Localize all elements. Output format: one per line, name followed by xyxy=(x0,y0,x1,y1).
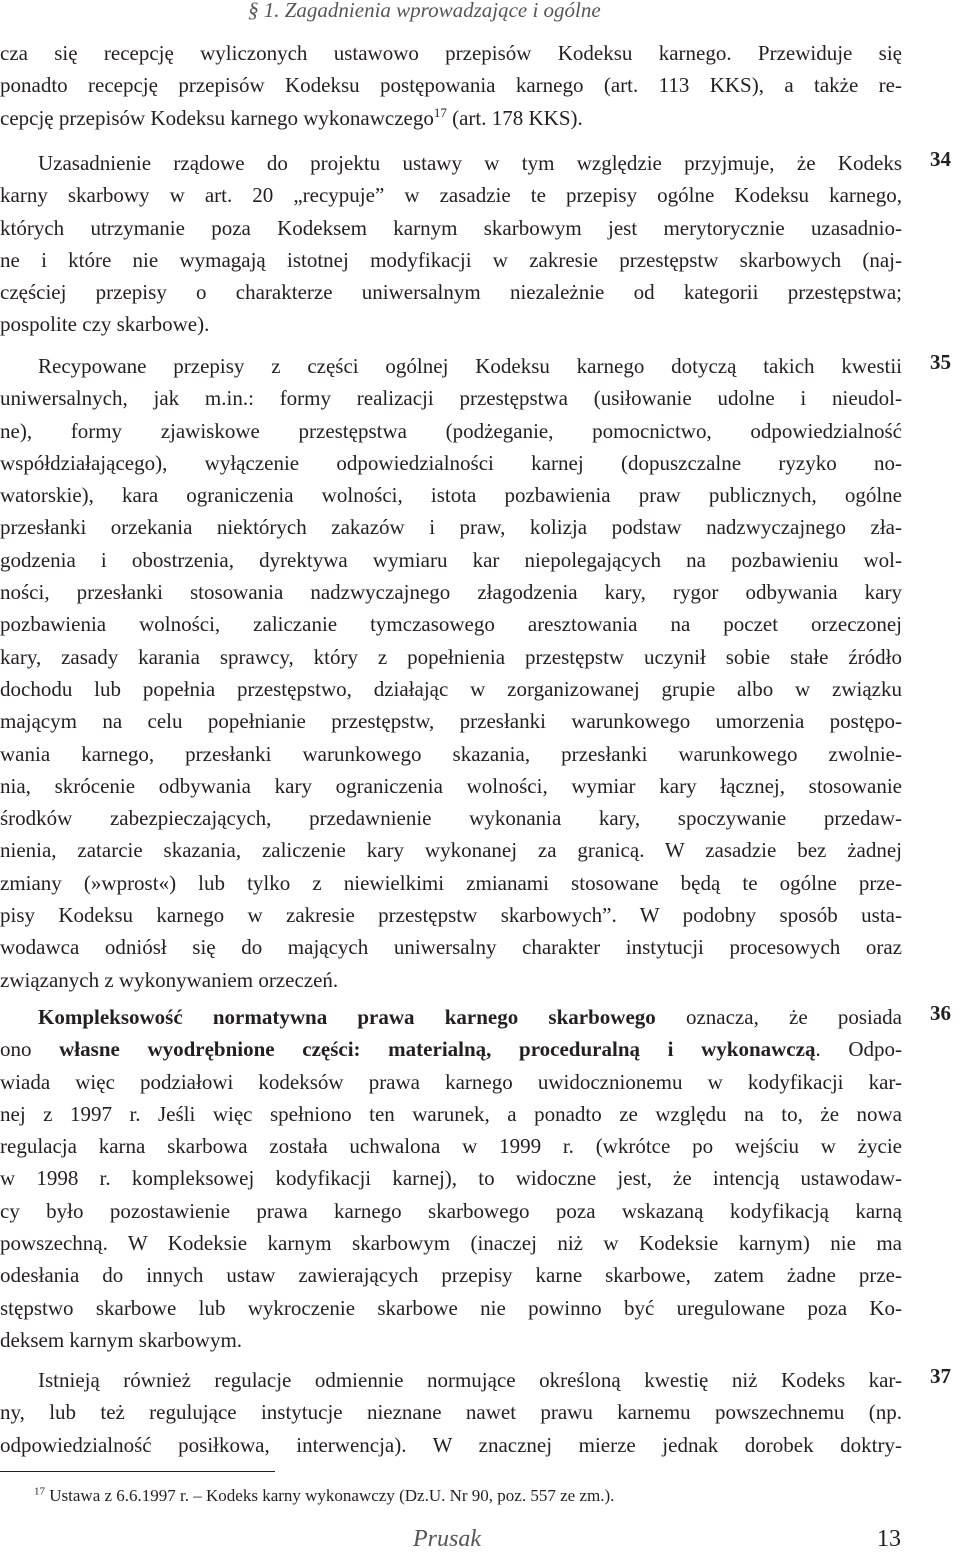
paragraph-2 xyxy=(0,147,902,341)
text-line xyxy=(0,1033,902,1065)
margin-number-34: 34 xyxy=(930,147,951,171)
footnote xyxy=(34,1486,614,1506)
text-line: pospolite czy skarbowe). xyxy=(0,312,210,337)
text-line: ne), formy zjawiskowe przestępstwa (podżeganie, pomocnictwo, odpowiedzialność xyxy=(0,418,902,443)
footnote-text: Ustawa z 6.6.1997 r. – Kodeks karny wykonawczy (Dz.U. Nr 90, poz. 557 ze zm.). xyxy=(49,1486,615,1505)
text-line xyxy=(0,1001,902,1033)
paragraph-1 xyxy=(0,37,902,134)
text-line: wiada więc podziałowi kodeksów prawa karnego uwidocznionemu w kodyfikacji kar- xyxy=(0,1069,902,1094)
footnote-mark: 17 xyxy=(34,1485,45,1498)
running-header: § 1. Zagadnienia wprowadzające i ogólne xyxy=(248,0,601,22)
margin-number-37: 37 xyxy=(930,1364,951,1388)
text-line: stępstwo skarbowe lub wykroczenie skarbowe nie powinno być uregulowane poza Ko- xyxy=(0,1295,902,1320)
paragraph-3 xyxy=(0,350,902,996)
text-line: cy było pozostawienie prawa karnego skarbowego poza wskazaną kodyfikacją karną xyxy=(0,1198,902,1223)
margin-number-36: 36 xyxy=(930,1001,951,1025)
text-line: deksem karnym skarbowym. xyxy=(0,1327,243,1352)
paragraph-5 xyxy=(0,1364,902,1461)
text-line: powszechną. W Kodeksie karnym skarbowym (inaczej niż w Kodeksie karnym) nie ma xyxy=(0,1231,902,1256)
text-line: nia, skrócenie odbywania kary ograniczenia wolności, wymiar kary łącznej, stosowanie xyxy=(0,773,902,798)
text-line: ny, lub też regulujące instytucje nieznane nawet prawu karnemu powszechnemu (np. xyxy=(0,1400,902,1425)
bold-phrase: Kompleksowość normatywna prawa karnego skarbowego xyxy=(38,1005,656,1029)
text-line: cza się recepcję wyliczonych ustawowo przepisów Kodeksu karnego. Przewiduje się xyxy=(0,41,902,65)
text-line: ne i które nie wymagają istotnej modyfikacji w zakresie przestępstw skarbowych (naj- xyxy=(0,247,902,272)
margin-number-35: 35 xyxy=(930,350,951,374)
text-line: związanych z wykonywaniem orzeczeń. xyxy=(0,967,339,992)
footnote-separator xyxy=(0,1471,275,1472)
text-line: ponadto recepcję przepisów Kodeksu postępowania karnego (art. 113 KKS), a także re- xyxy=(0,73,902,98)
paragraph-4 xyxy=(0,1001,902,1356)
text-line: kary, zasady karania sprawcy, który z popełnienia przestępstw uczynił sobie stałe źródło xyxy=(0,644,902,669)
text-line: częściej przepisy o charakterze uniwersalnym niezależnie od kategorii przestępstwa; xyxy=(0,280,902,305)
text-line: uniwersalnych, jak m.in.: formy realizacji przestępstwa (usiłowanie udolne i nieudol- xyxy=(0,386,902,411)
text-line: zmiany (»wprost«) lub tylko z niewielkimi zmianami stosowane będą te ogólne prze- xyxy=(0,870,902,895)
text-line: karny skarbowy w art. 20 „recypuje” w zasadzie te przepisy ogólne Kodeksu karnego, xyxy=(0,183,902,208)
text-line: Istnieją również regulacje odmiennie normujące określoną kwestię niż Kodeks kar- xyxy=(38,1368,902,1392)
text-line: nej z 1997 r. Jeśli więc spełniono ten warunek, a ponadto ze względu na to, że nowa xyxy=(0,1101,902,1126)
text-line: których utrzymanie poza Kodeksem karnym skarbowym jest merytorycznie uzasadnio- xyxy=(0,215,902,240)
text-line: pozbawienia wolności, zaliczanie tymczasowego aresztowania na poczet orzeczonej xyxy=(0,612,902,637)
text-line: wania karnego, przesłanki warunkowego skazania, przesłanki warunkowego zwolnie- xyxy=(0,741,902,766)
page-number: 13 xyxy=(877,1526,901,1552)
text-segment: ono xyxy=(0,1037,60,1062)
text-line: Uzasadnienie rządowe do projektu ustawy w tym względzie przyjmuje, że Kodeks xyxy=(38,151,902,175)
text-line: pisy Kodeksu karnego w zakresie przestępstw skarbowych”. W podobny sposób usta- xyxy=(0,903,902,928)
text-segment: oznacza, że posiada xyxy=(655,1005,902,1029)
text-segment: cepcję przepisów Kodeksu karnego wykonawczego xyxy=(0,105,434,130)
text-line: regulacja karna skarbowa została uchwalona w 1999 r. (wkrótce po wejściu w życie xyxy=(0,1134,902,1159)
text-segment: . Odpo- xyxy=(815,1037,902,1062)
footer-author: Prusak xyxy=(413,1526,481,1552)
text-line: współdziałającego), wyłączenie odpowiedzialności karnej (dopuszczalne ryzyko no- xyxy=(0,450,902,475)
text-line: mającym na celu popełnianie przestępstw, przesłanki warunkowego umorzenia postępo- xyxy=(0,709,902,734)
text-line: wodawca odniósł się do mających uniwersalny charakter instytucji procesowych oraz xyxy=(0,935,902,960)
text-line: środków zabezpieczających, przedawnienie wykonania kary, spoczywanie przedaw- xyxy=(0,806,902,831)
text-line: odpowiedzialność posiłkowa, interwencja). W znacznej mierze jednak dorobek doktry- xyxy=(0,1432,902,1457)
text-line: w 1998 r. kompleksowej kodyfikacji karnej), to widoczne jest, że intencją ustawodaw- xyxy=(0,1166,902,1191)
text-line: watorskie), kara ograniczenia wolności, istota pozbawienia praw publicznych, ogólne xyxy=(0,483,902,508)
text-line: nienia, zatarcie skazania, zaliczenie kary wykonanej za granicą. W zasadzie bez żadnej xyxy=(0,838,902,863)
text-line: ności, przesłanki stosowania nadzwyczajnego złagodzenia kary, rygor odbywania kary xyxy=(0,580,902,605)
text-line xyxy=(0,102,902,134)
bold-phrase: własne wyodrębnione części: materialną, proceduralną i wykonawczą xyxy=(59,1037,816,1062)
footnote-reference: 17 xyxy=(433,104,447,120)
text-line: Recypowane przepisy z części ogólnej Kodeksu karnego dotyczą takich kwestii xyxy=(38,354,902,378)
text-line: godzenia i obostrzenia, dyrektywa wymiaru kar niepolegających na pozbawieniu wol- xyxy=(0,547,902,572)
text-line: odesłania do innych ustaw zawierających przepisy karne skarbowe, zatem żadne prze- xyxy=(0,1263,902,1288)
text-line: przesłanki orzekania niektórych zakazów i praw, kolizja podstaw nadzwyczajnego zła- xyxy=(0,515,902,540)
text-segment: (art. 178 KKS). xyxy=(446,105,583,130)
text-line: dochodu lub popełnia przestępstwo, działając w zorganizowanej grupie albo w związku xyxy=(0,676,902,701)
